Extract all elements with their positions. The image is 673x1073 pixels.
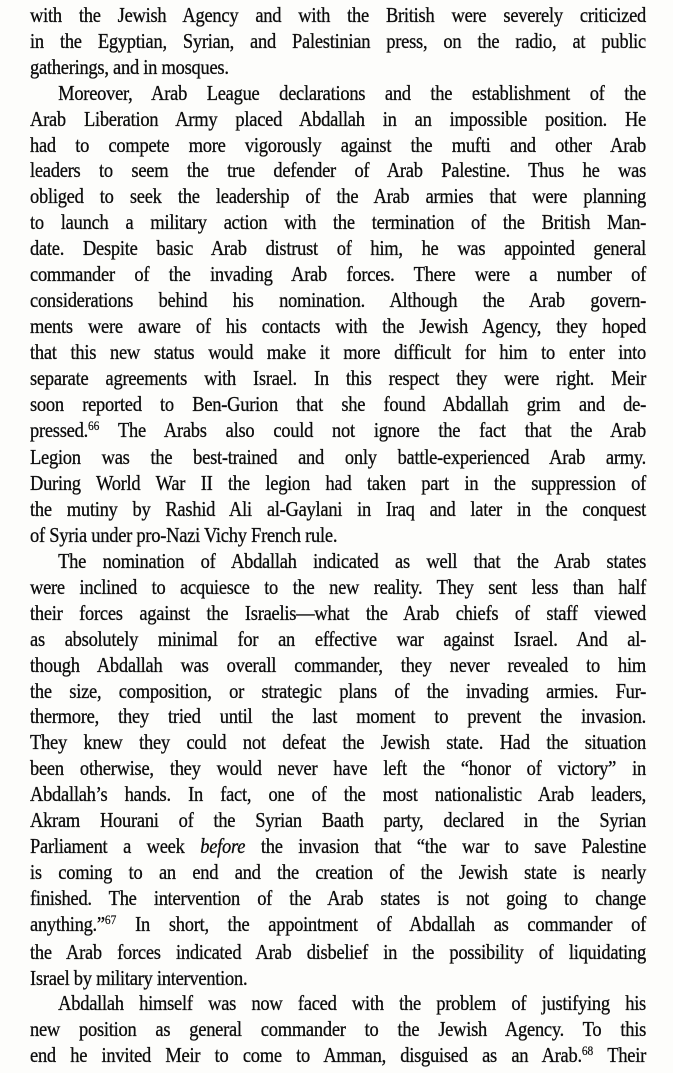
text-segment: the Arab forces indicated Arab disbelief in the possibility of liquidating — [30, 939, 646, 964]
text-segment: Their — [593, 1043, 646, 1068]
text-line — [30, 236, 646, 262]
text-line — [30, 81, 646, 107]
text-line — [30, 627, 646, 653]
text-segment: The Arabs also could not ignore the fact that the Arab — [99, 417, 646, 442]
text-line — [30, 549, 646, 575]
text-line — [30, 756, 646, 782]
text-line — [30, 366, 646, 392]
text-segment: pressed. — [30, 417, 88, 442]
text-line — [30, 288, 646, 314]
text-line — [30, 940, 646, 966]
text-segment: Israel by military intervention. — [30, 965, 248, 990]
text-line — [30, 679, 646, 705]
text-segment: The nomination of Abdallah indicated as well that the Arab states — [58, 549, 647, 574]
text-segment: to launch a military action with the termination of the British Man- — [30, 210, 646, 235]
text-segment: Akram Hourani of the Syrian Baath party, declared in the Syrian — [30, 808, 646, 833]
text-segment: the invasion that “the war to save Palestine — [245, 834, 647, 858]
text-segment: Parliament a week — [30, 834, 201, 858]
footnote-marker: 68 — [581, 1043, 594, 1059]
text-line — [30, 471, 646, 497]
text-segment: During World War II the legion had taken part in the suppression of — [30, 471, 646, 496]
text-segment: Moreover, Arab League declarations and the establishment of the — [58, 80, 647, 105]
text-segment: Arab Liberation Army placed Abdallah in an impossible position. He — [30, 106, 646, 131]
text-line — [30, 392, 646, 418]
text-line — [30, 262, 646, 288]
paragraph — [30, 81, 646, 549]
text-segment: had to compete more vigorously against the mufti and other Arab — [30, 132, 646, 157]
text-line — [30, 29, 646, 55]
text-segment: finished. The intervention of the Arab states is not going to change — [30, 885, 646, 910]
text-block — [30, 3, 646, 1071]
text-line — [30, 184, 646, 210]
text-segment: date. Despite basic Arab distrust of him, he was appointed general — [30, 236, 646, 261]
text-line — [30, 860, 646, 886]
text-segment: soon reported to Ben-Gurion that she found Abdallah grim and de- — [30, 391, 646, 416]
text-line — [30, 340, 646, 366]
italic-text: before — [200, 834, 246, 858]
text-segment: is coming to an end and the creation of the Jewish state is nearly — [30, 859, 646, 884]
text-segment: that this new status would make it more difficult for him to enter into — [30, 339, 646, 364]
text-line — [30, 912, 646, 940]
text-line — [30, 3, 646, 29]
paragraph — [30, 991, 646, 1071]
text-line — [30, 133, 646, 159]
text-segment: been otherwise, they would never have left the “honor of victory” in — [30, 756, 646, 781]
text-segment: new position as general commander to the Jewish Agency. To this — [30, 1017, 646, 1042]
text-segment: Legion was the best-trained and only battle-experienced Arab army. — [30, 445, 646, 470]
text-line — [30, 107, 646, 133]
text-line — [30, 1017, 646, 1043]
text-line — [30, 782, 646, 808]
text-line — [30, 418, 646, 446]
text-segment: ments were aware of his contacts with the Jewish Agency, they hoped — [30, 313, 646, 338]
text-segment: leaders to seem the true defender of Arab Palestine. Thus he was — [30, 158, 646, 183]
text-segment: though Abdallah was overall commander, they never revealed to him — [30, 652, 646, 677]
footnote-marker: 66 — [87, 417, 100, 433]
text-line — [30, 210, 646, 236]
text-line — [30, 1043, 646, 1071]
text-segment: were inclined to acquiesce to the new reality. They sent less than half — [30, 574, 646, 599]
text-segment: of Syria under pro-Nazi Vichy French rule. — [30, 523, 338, 548]
text-segment: anything.” — [30, 911, 105, 936]
text-line — [30, 730, 646, 756]
text-line — [30, 523, 646, 549]
text-segment: end he invited Meir to come to Amman, disguised as an Arab. — [30, 1043, 582, 1068]
text-segment: in the Egyptian, Syrian, and Palestinian press, on the radio, at public — [30, 28, 646, 53]
text-line — [30, 575, 646, 601]
text-segment: gatherings, and in mosques. — [30, 54, 229, 79]
footnote-marker: 67 — [104, 911, 117, 927]
text-segment: considerations behind his nomination. Although the Arab govern- — [30, 287, 646, 312]
text-segment: the mutiny by Rashid Ali al-Gaylani in Iraq and later in the conquest — [30, 497, 646, 522]
text-line — [30, 497, 646, 523]
text-line — [30, 158, 646, 184]
text-segment: their forces against the Israelis—what the Arab chiefs of staff viewed — [30, 600, 646, 625]
text-line — [30, 834, 646, 860]
text-line — [30, 704, 646, 730]
text-line — [30, 55, 646, 81]
text-segment: In short, the appointment of Abdallah as commander of — [116, 911, 647, 936]
text-segment: as absolutely minimal for an effective war against Israel. And al- — [30, 626, 646, 651]
text-segment: the size, composition, or strategic plans of the invading armies. Fur- — [30, 678, 646, 703]
text-segment: Abdallah’s hands. In fact, one of the most nationalistic Arab leaders, — [30, 782, 646, 807]
text-line — [30, 653, 646, 679]
text-segment: with the Jewish Agency and with the British were severely criticized — [30, 3, 646, 27]
text-line — [30, 314, 646, 340]
text-segment: separate agreements with Israel. In this respect they were right. Meir — [30, 365, 646, 390]
paragraph — [30, 549, 646, 991]
text-line — [30, 886, 646, 912]
paragraph — [30, 3, 646, 81]
text-segment: commander of the invading Arab forces. There were a number of — [30, 262, 646, 287]
text-line — [30, 445, 646, 471]
text-segment: thermore, they tried until the last moment to prevent the invasion. — [30, 704, 646, 729]
text-line — [30, 991, 646, 1017]
text-segment: They knew they could not defeat the Jewish state. Had the situation — [30, 730, 646, 755]
text-segment: obliged to seek the leadership of the Arab armies that were planning — [30, 184, 646, 209]
text-line — [30, 966, 646, 992]
text-line — [30, 808, 646, 834]
text-segment: Abdallah himself was now faced with the problem of justifying his — [58, 991, 647, 1016]
text-line — [30, 601, 646, 627]
